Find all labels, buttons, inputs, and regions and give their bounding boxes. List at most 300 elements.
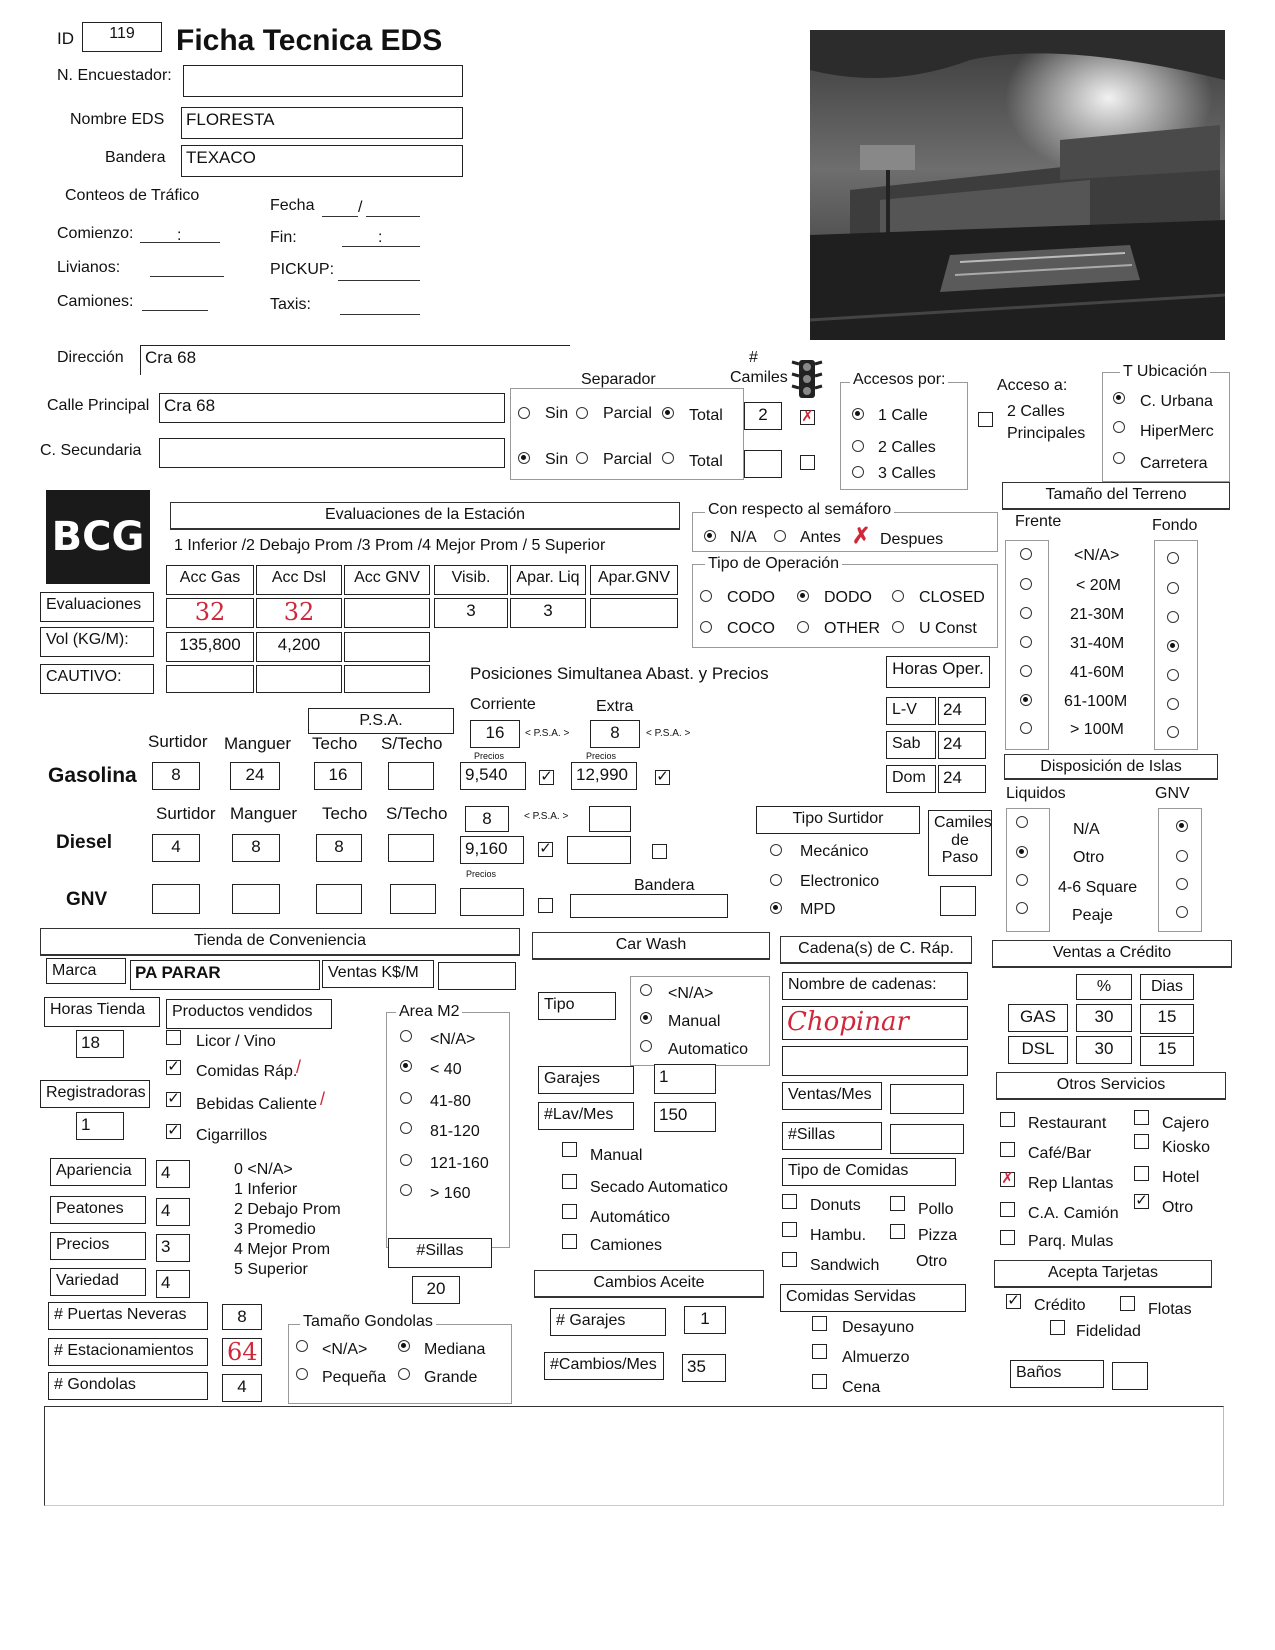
gas-extra-psa-field[interactable]: 8 xyxy=(590,720,640,748)
gasolina-label: Gasolina xyxy=(48,764,137,787)
gas-corriente-psa-mark: < P.S.A. > xyxy=(525,728,570,739)
dsl-col-surtidor: Surtidor xyxy=(156,804,216,823)
fondo-na-radio[interactable] xyxy=(1167,552,1179,564)
fondo-61-100-radio[interactable] xyxy=(1167,698,1179,710)
scale-3: 3 Promedio xyxy=(234,1221,316,1238)
vol-gas-field[interactable]: 135,800 xyxy=(166,632,254,662)
gas-col-surtidor: Surtidor xyxy=(148,732,208,751)
separador-secundaria-parcial-radio[interactable] xyxy=(576,452,588,464)
gnv-surtidor-field[interactable] xyxy=(152,884,200,914)
dsl-col-stecho: S/Techo xyxy=(386,804,448,823)
gnv-peaje-radio[interactable] xyxy=(1176,906,1188,918)
gnv-bandera-field[interactable] xyxy=(570,894,728,918)
servida-cena-label: Cena xyxy=(842,1379,881,1396)
carwash-lav-label: #Lav/Mes xyxy=(538,1102,634,1130)
direccion-field[interactable]: Cra 68 xyxy=(140,345,570,375)
livianos-line[interactable] xyxy=(150,276,224,277)
peatones-field[interactable]: 4 xyxy=(156,1198,190,1226)
estacionamientos-label: # Estacionamientos xyxy=(48,1338,208,1366)
gas-techo-field[interactable]: 16 xyxy=(314,762,362,790)
area-41-80-radio[interactable] xyxy=(400,1092,412,1104)
frente-100-radio[interactable] xyxy=(1020,722,1032,734)
gnv-square-radio[interactable] xyxy=(1176,878,1188,890)
col-visib: Visib. xyxy=(434,565,508,595)
scale-2: 2 Debajo Prom xyxy=(234,1201,341,1218)
servida-cena-checkbox[interactable] xyxy=(812,1374,827,1389)
vol-dsl-field[interactable]: 4,200 xyxy=(256,632,342,662)
gondola-grande-label: Grande xyxy=(424,1369,478,1386)
dsl-surtidor-field[interactable]: 4 xyxy=(152,834,200,862)
nombre-eds-field[interactable]: FLORESTA xyxy=(181,107,463,139)
area-na-radio[interactable] xyxy=(400,1030,412,1042)
fondo-41-60-radio[interactable] xyxy=(1167,669,1179,681)
col-apar-liq: Apar. Liq xyxy=(510,565,586,595)
frente-61-100-radio[interactable] xyxy=(1020,694,1032,706)
op-uconst-label: U Const xyxy=(919,620,977,637)
carwash-secado-checkbox[interactable] xyxy=(562,1174,577,1189)
gas-corriente-psa-field[interactable]: 16 xyxy=(470,720,520,748)
terreno-21-30-label: 21-30M xyxy=(1070,606,1125,623)
servida-desayuno-checkbox[interactable] xyxy=(812,1316,827,1331)
cadenas-sillas-label: #Sillas xyxy=(782,1122,882,1150)
pickup-line[interactable] xyxy=(338,280,420,281)
pickup-label: PICKUP: xyxy=(270,261,335,278)
semaforo-na-radio[interactable] xyxy=(704,530,716,542)
comida-sandwich-checkbox[interactable] xyxy=(782,1252,797,1267)
credito-gas-dias-field[interactable]: 15 xyxy=(1140,1004,1194,1034)
cautivo-gnv-field[interactable] xyxy=(344,665,430,693)
otros-restaurant-label: Restaurant xyxy=(1028,1115,1107,1132)
otros-otro-label: Otro xyxy=(1162,1199,1194,1216)
comida-hambu-label: Hambu. xyxy=(810,1227,867,1244)
otros-cafe-checkbox[interactable] xyxy=(1000,1142,1015,1157)
eval-apar-liq-field[interactable]: 3 xyxy=(510,598,586,628)
gas-extra-precio-field[interactable]: 12,990 xyxy=(571,762,637,790)
terreno-fondo-label: Fondo xyxy=(1152,517,1198,534)
dsl-extra-checkbox[interactable] xyxy=(652,844,667,859)
gondola-pequena-radio[interactable] xyxy=(296,1368,308,1380)
semaforo-principal-checkbox[interactable]: ✗ xyxy=(801,408,814,425)
frente-20-radio[interactable] xyxy=(1020,578,1032,590)
comienzo-separator: : xyxy=(177,227,182,244)
fondo-100-radio[interactable] xyxy=(1167,726,1179,738)
gnv-na-radio[interactable] xyxy=(1176,820,1188,832)
fecha-month-line[interactable] xyxy=(366,216,420,217)
banos-field[interactable] xyxy=(1112,1362,1148,1390)
separador-label: Separador xyxy=(581,371,656,388)
registradoras-field[interactable]: 1 xyxy=(76,1112,124,1140)
otros-otro-checkbox[interactable]: ✓ xyxy=(1135,1192,1148,1209)
tarjeta-credito-checkbox[interactable]: ✓ xyxy=(1007,1292,1020,1309)
carwash-manual-radio[interactable] xyxy=(640,1012,652,1024)
cambios-garajes-field[interactable]: 1 xyxy=(684,1306,726,1334)
eval-apar-gnv-field[interactable] xyxy=(590,598,678,628)
precios-field[interactable]: 3 xyxy=(156,1234,190,1262)
fin-line[interactable] xyxy=(342,246,420,247)
liquidos-square-radio[interactable] xyxy=(1016,874,1028,886)
gas-corriente-precio-field[interactable]: 9,540 xyxy=(460,762,526,790)
accesos-3-calles-label: 3 Calles xyxy=(878,465,936,482)
liquidos-peaje-radio[interactable] xyxy=(1016,902,1028,914)
gas-surtidor-field[interactable]: 8 xyxy=(152,762,200,790)
servida-desayuno-label: Desayuno xyxy=(842,1319,915,1336)
gondolas-field[interactable]: 4 xyxy=(222,1374,262,1402)
scale-1: 1 Inferior xyxy=(234,1181,298,1198)
gondolas-label: # Gondolas xyxy=(48,1372,208,1400)
cadenas-sillas-field[interactable] xyxy=(890,1124,964,1154)
camiones-line[interactable] xyxy=(142,310,208,311)
camiles-paso-line1: Camiles xyxy=(934,814,992,831)
ubicacion-hipermerc-label: HiperMerc xyxy=(1140,423,1214,440)
surtidor-mpd-label: MPD xyxy=(800,901,836,918)
otros-cajero-checkbox[interactable] xyxy=(1134,1110,1149,1125)
horas-tienda-field[interactable]: 18 xyxy=(76,1030,124,1058)
evaluaciones-scale: 1 Inferior /2 Debajo Prom /3 Prom /4 Mejor Prom / 5 Superior xyxy=(174,537,606,554)
dsl-psa-mark: < P.S.A. > xyxy=(524,811,569,822)
tipo-comidas-label: Tipo de Comidas xyxy=(782,1158,956,1186)
gondola-mediana-radio[interactable] xyxy=(398,1340,410,1352)
registradoras-label: Registradoras xyxy=(40,1080,150,1108)
surtidor-mecanico-radio[interactable] xyxy=(770,844,782,856)
carwash-na-label: <N/A> xyxy=(668,985,714,1002)
camiles-principal-field[interactable]: 2 xyxy=(744,402,782,430)
horas-lv-field[interactable]: 24 xyxy=(938,697,986,725)
accesos-3-calles-radio[interactable] xyxy=(852,466,864,478)
separador-secundaria-total-radio[interactable] xyxy=(662,452,674,464)
conteos-label: Conteos de Tráfico xyxy=(65,187,200,204)
semaforo-antes-radio[interactable] xyxy=(774,530,786,542)
frente-21-30-radio[interactable] xyxy=(1020,607,1032,619)
cadenas-nombre-field[interactable]: Chopinar xyxy=(782,1006,968,1040)
cautivo-gas-field[interactable] xyxy=(166,665,254,693)
gnv-stecho-field[interactable] xyxy=(390,884,436,914)
credito-dsl-label: DSL xyxy=(1008,1036,1068,1064)
horas-sab-label: Sab xyxy=(886,731,936,759)
direccion-label: Dirección xyxy=(57,349,124,366)
notes-area[interactable] xyxy=(44,1406,1224,1506)
carwash-lav-field[interactable]: 150 xyxy=(654,1102,716,1132)
bandera-field[interactable]: TEXACO xyxy=(181,145,463,177)
camiles-paso-line2: de xyxy=(951,831,969,849)
comida-donuts-checkbox[interactable] xyxy=(782,1194,797,1209)
carwash-automatico-checkbox[interactable] xyxy=(562,1204,577,1219)
tarjeta-flotas-label: Flotas xyxy=(1148,1301,1192,1318)
calle-secundaria-field[interactable] xyxy=(159,438,505,468)
fondo-31-40-radio[interactable] xyxy=(1167,640,1179,652)
dsl-precio-field[interactable]: 9,160 xyxy=(460,836,524,864)
servida-almuerzo-checkbox[interactable] xyxy=(812,1344,827,1359)
vol-gnv-field[interactable] xyxy=(344,632,430,662)
cambios-header: Cambios Aceite xyxy=(534,1270,764,1298)
gas-extra-psa-mark: < P.S.A. > xyxy=(646,728,691,739)
variedad-field[interactable]: 4 xyxy=(156,1270,190,1298)
camiles-secundaria-field[interactable] xyxy=(744,450,782,478)
otros-hotel-label: Hotel xyxy=(1162,1169,1200,1186)
cadenas-nombre-field-2[interactable] xyxy=(782,1046,968,1076)
scale-5: 5 Superior xyxy=(234,1261,308,1278)
islas-gnv-label: GNV xyxy=(1155,785,1190,802)
eval-acc-dsl-field[interactable]: 32 xyxy=(256,598,342,628)
ventas-ks-label: Ventas K$/M xyxy=(322,960,434,988)
dsl-manguer-field[interactable]: 8 xyxy=(232,834,280,862)
comida-otro-label: Otro xyxy=(916,1253,948,1270)
semaforo-secundaria-checkbox[interactable] xyxy=(800,455,815,470)
horas-sab-field[interactable]: 24 xyxy=(938,731,986,759)
horas-lv-label: L-V xyxy=(886,697,936,725)
otros-restaurant-checkbox[interactable] xyxy=(1000,1112,1015,1127)
gas-col-techo: Techo xyxy=(312,734,358,753)
area-81-120-label: 81-120 xyxy=(430,1123,480,1140)
eval-visib-field[interactable]: 3 xyxy=(434,598,508,628)
comidas-servidas-label: Comidas Servidas xyxy=(780,1284,966,1312)
otros-hotel-checkbox[interactable] xyxy=(1134,1166,1149,1181)
horas-dom-field[interactable]: 24 xyxy=(938,765,986,793)
gnv-label: GNV xyxy=(66,889,108,910)
terreno-frente-label: Frente xyxy=(1015,513,1062,530)
area-160-radio[interactable] xyxy=(400,1184,412,1196)
horas-tienda-label: Horas Tienda xyxy=(44,997,160,1027)
tarjeta-fidelidad-label: Fidelidad xyxy=(1076,1323,1141,1340)
apariencia-field[interactable]: 4 xyxy=(156,1160,190,1188)
cadenas-ventas-label: Ventas/Mes xyxy=(782,1082,882,1110)
accesos-1-calle-radio[interactable] xyxy=(852,408,864,420)
producto-comidas-checkbox[interactable]: ✓ xyxy=(167,1058,180,1075)
marca-label: Marca xyxy=(46,958,126,984)
variedad-label: Variedad xyxy=(50,1268,146,1296)
gas-stecho-field[interactable] xyxy=(388,762,434,790)
gnv-otro-radio[interactable] xyxy=(1176,850,1188,862)
liquidos-na-radio[interactable] xyxy=(1016,816,1028,828)
acceso-a-checkbox[interactable] xyxy=(978,412,993,427)
credito-gas-label: GAS xyxy=(1008,1004,1068,1032)
liquidos-otro-radio[interactable] xyxy=(1016,846,1028,858)
cautivo-dsl-field[interactable] xyxy=(256,665,342,693)
ubicacion-carretera-radio[interactable] xyxy=(1113,452,1125,464)
carwash-camiones-checkbox[interactable] xyxy=(562,1234,577,1249)
frente-31-40-radio[interactable] xyxy=(1020,636,1032,648)
tienda-sillas-field[interactable]: 20 xyxy=(412,1276,460,1304)
dsl-col-techo: Techo xyxy=(322,804,368,823)
encuestador-label: N. Encuestador: xyxy=(57,67,172,84)
dsl-stecho-field[interactable] xyxy=(388,834,434,862)
separador-principal-parcial-radio[interactable] xyxy=(576,407,588,419)
producto-cigarrillos-label: Cigarrillos xyxy=(196,1127,268,1144)
horas-oper-label: Horas Oper. xyxy=(886,656,990,688)
carwash-auto-radio[interactable] xyxy=(640,1040,652,1052)
op-closed-radio[interactable] xyxy=(892,590,904,602)
islas-liquidos-group xyxy=(1006,808,1050,932)
carwash-garajes-field[interactable]: 1 xyxy=(654,1064,716,1094)
gondola-grande-radio[interactable] xyxy=(398,1368,410,1380)
op-uconst-radio[interactable] xyxy=(892,621,904,633)
camiones-label: Camiones: xyxy=(57,293,134,310)
posiciones-label: Posiciones Simultanea Abast. y Precios xyxy=(470,664,769,683)
comida-hambu-checkbox[interactable] xyxy=(782,1222,797,1237)
calle-principal-label: Calle Principal xyxy=(47,397,150,414)
camiles-label: Camiles xyxy=(730,369,788,386)
taxis-line[interactable] xyxy=(340,314,420,315)
islas-liquidos-label: Liquidos xyxy=(1006,785,1066,802)
separador-principal-total-radio[interactable] xyxy=(662,407,674,419)
semaforo-despues-label: Despues xyxy=(880,531,944,548)
encuestador-field[interactable] xyxy=(183,65,463,97)
scale-4: 4 Mejor Prom xyxy=(234,1241,331,1258)
producto-bebidas-mark: / xyxy=(320,1089,326,1109)
area-160-label: > 160 xyxy=(430,1185,471,1202)
producto-comidas-mark: / xyxy=(296,1057,302,1077)
credito-dsl-pct-field[interactable]: 30 xyxy=(1076,1036,1132,1064)
area-81-120-radio[interactable] xyxy=(400,1122,412,1134)
dsl-techo-field[interactable]: 8 xyxy=(316,834,362,862)
producto-licor-label: Licor / Vino xyxy=(196,1033,276,1050)
fin-label: Fin: xyxy=(270,229,297,246)
calle-principal-field[interactable]: Cra 68 xyxy=(159,393,505,423)
credito-header: Ventas a Crédito xyxy=(992,940,1232,968)
carwash-manual-label: Manual xyxy=(668,1013,721,1030)
camiles-paso-label xyxy=(928,810,992,876)
gas-extra-checkbox[interactable]: ✓ xyxy=(656,768,669,785)
semaforo-na-label: N/A xyxy=(730,529,757,546)
terreno-31-40-label: 31-40M xyxy=(1070,635,1125,652)
producto-cigarrillos-checkbox[interactable]: ✓ xyxy=(167,1122,180,1139)
col-apar-gnv: Apar.GNV xyxy=(590,565,678,595)
comida-pizza-checkbox[interactable] xyxy=(890,1224,905,1239)
ubicacion-hipermerc-radio[interactable] xyxy=(1113,421,1125,433)
surtidor-electronico-radio[interactable] xyxy=(770,874,782,886)
gondola-na-radio[interactable] xyxy=(296,1340,308,1352)
gnv-precio-field[interactable] xyxy=(460,888,524,916)
dsl-precio-extra-field[interactable] xyxy=(567,836,631,864)
producto-bebidas-checkbox[interactable]: ✓ xyxy=(167,1090,180,1107)
dsl-psa-extra-field[interactable] xyxy=(589,806,631,832)
traffic-light-icon xyxy=(790,358,824,400)
producto-licor-checkbox[interactable] xyxy=(166,1030,181,1045)
otros-kiosko-label: Kiosko xyxy=(1162,1139,1211,1156)
terreno-header: Tamaño del Terreno xyxy=(1002,482,1230,510)
cadenas-ventas-field[interactable] xyxy=(890,1084,964,1114)
area-121-160-radio[interactable] xyxy=(400,1154,412,1166)
fondo-21-30-radio[interactable] xyxy=(1167,611,1179,623)
op-other-radio[interactable] xyxy=(797,621,809,633)
credito-dsl-dias-field[interactable]: 15 xyxy=(1140,1036,1194,1066)
marca-field[interactable]: PA PARAR xyxy=(130,960,320,990)
camiles-paso-field[interactable] xyxy=(940,886,976,916)
comida-pollo-checkbox[interactable] xyxy=(890,1196,905,1211)
cadenas-nombre-label: Nombre de cadenas: xyxy=(782,972,968,1000)
frente-41-60-radio[interactable] xyxy=(1020,665,1032,677)
apariencia-label: Apariencia xyxy=(50,1158,146,1186)
horas-dom-label: Dom xyxy=(886,765,936,793)
area-121-160-label: 121-160 xyxy=(430,1155,489,1172)
otros-mulas-label: Parq. Mulas xyxy=(1028,1233,1114,1250)
gnv-manguer-field[interactable] xyxy=(232,884,280,914)
gas-col-stecho: S/Techo xyxy=(381,734,443,753)
fecha-day-line[interactable] xyxy=(322,216,358,217)
surtidor-electronico-label: Electronico xyxy=(800,873,880,890)
otros-llantas-checkbox[interactable]: ✗ xyxy=(1001,1170,1014,1187)
id-label: ID xyxy=(57,29,74,48)
op-coco-label: COCO xyxy=(727,620,775,637)
id-field[interactable]: 119 xyxy=(82,22,162,52)
frente-na-radio[interactable] xyxy=(1020,548,1032,560)
fondo-20-radio[interactable] xyxy=(1167,582,1179,594)
credito-dias-label: Dias xyxy=(1140,974,1194,1000)
otros-llantas-label: Rep Llantas xyxy=(1028,1175,1114,1192)
separador-secundaria-sin-radio[interactable] xyxy=(518,452,530,464)
col-acc-gnv: Acc GNV xyxy=(344,565,430,595)
ubicacion-urbana-radio[interactable] xyxy=(1113,392,1125,404)
separador-principal-sin-radio[interactable] xyxy=(518,407,530,419)
tarjeta-fidelidad-checkbox[interactable] xyxy=(1050,1320,1065,1335)
carwash-na-radio[interactable] xyxy=(640,984,652,996)
estacionamientos-field[interactable]: 64 xyxy=(222,1338,262,1366)
gas-col-manguer: Manguer xyxy=(224,734,292,753)
carwash-tipo-label: Tipo xyxy=(538,992,616,1020)
acceso-a-option-line2: Principales xyxy=(1007,425,1086,442)
dsl-psa-field[interactable]: 8 xyxy=(465,806,509,832)
op-codo-label: CODO xyxy=(727,589,775,606)
calle-secundaria-label: C. Secundaria xyxy=(40,442,142,459)
cadenas-header: Cadena(s) de C. Ráp. xyxy=(780,936,972,964)
ventas-ks-field[interactable] xyxy=(438,962,516,990)
gondola-pequena-label: Pequeña xyxy=(322,1369,387,1386)
separador-parcial-label: Parcial xyxy=(603,405,652,422)
gas-manguer-field[interactable]: 24 xyxy=(230,762,280,790)
otros-mulas-checkbox[interactable] xyxy=(1000,1230,1015,1245)
op-dodo-label: DODO xyxy=(824,589,872,606)
dsl-precio-checkbox[interactable]: ✓ xyxy=(539,840,552,857)
comida-pollo-label: Pollo xyxy=(918,1201,954,1218)
semaforo-despues-mark[interactable]: ✗ xyxy=(852,523,871,548)
islas-header: Disposición de Islas xyxy=(1004,754,1218,780)
carwash-manual-checkbox[interactable] xyxy=(562,1142,577,1157)
eval-acc-gnv-field[interactable] xyxy=(344,598,430,628)
op-codo-radio[interactable] xyxy=(700,590,712,602)
credito-gas-pct-field[interactable]: 30 xyxy=(1076,1004,1132,1032)
gnv-techo-field[interactable] xyxy=(316,884,362,914)
op-coco-radio[interactable] xyxy=(700,621,712,633)
gas-corriente-checkbox[interactable]: ✓ xyxy=(540,768,553,785)
otros-header: Otros Servicios xyxy=(996,1072,1226,1100)
otros-camion-checkbox[interactable] xyxy=(1000,1202,1015,1217)
tarjeta-flotas-checkbox[interactable] xyxy=(1120,1296,1135,1311)
area-40-radio[interactable] xyxy=(400,1060,412,1072)
scale-0: 0 <N/A> xyxy=(234,1161,293,1178)
tarjetas-header: Acepta Tarjetas xyxy=(994,1260,1212,1288)
gnv-checkbox[interactable] xyxy=(538,898,553,913)
op-dodo-radio[interactable] xyxy=(797,590,809,602)
otros-kiosko-checkbox[interactable] xyxy=(1134,1134,1149,1149)
accesos-2-calles-radio[interactable] xyxy=(852,440,864,452)
ubicacion-label: T Ubicación xyxy=(1120,364,1210,380)
dsl-precios-label: Precios xyxy=(466,869,497,879)
area-label: Area M2 xyxy=(396,1004,462,1020)
otros-cafe-label: Café/Bar xyxy=(1028,1145,1092,1162)
gnv-bandera-label: Bandera xyxy=(634,877,695,894)
productos-label: Productos vendidos xyxy=(166,999,332,1029)
station-photo xyxy=(810,30,1225,340)
cambios-mes-field[interactable]: 35 xyxy=(682,1354,726,1382)
gas-corriente-precios-label: Precios xyxy=(474,751,505,761)
ubicacion-urbana-label: C. Urbana xyxy=(1140,393,1213,410)
col-acc-dsl: Acc Dsl xyxy=(256,565,342,595)
credito-pct-label: % xyxy=(1076,974,1132,1000)
surtidor-mpd-radio[interactable] xyxy=(770,902,782,914)
puertas-field[interactable]: 8 xyxy=(222,1304,262,1330)
tienda-sillas-label: #Sillas xyxy=(388,1238,492,1268)
bandera-label: Bandera xyxy=(105,149,166,166)
eval-acc-gas-field[interactable]: 32 xyxy=(166,598,254,628)
